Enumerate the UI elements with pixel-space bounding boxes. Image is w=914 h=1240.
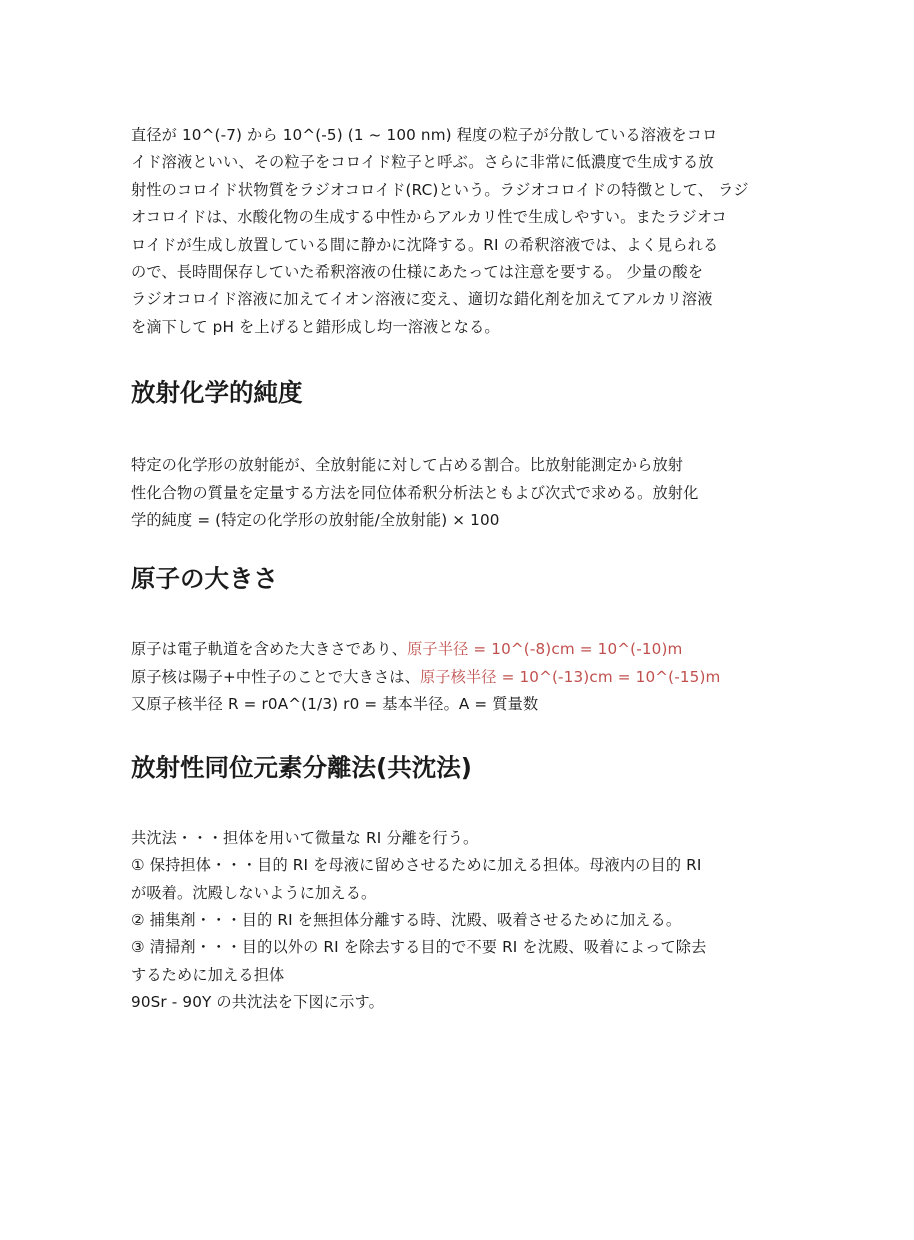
text-line: イド溶液といい、その粒子をコロイド粒子と呼ぶ。さらに非常に低濃度で生成する放	[131, 153, 714, 172]
atomic-radius-value: 原子半径 = 10^(-8)cm = 10^(-10)m	[407, 640, 683, 659]
text-line: するために加える担体	[131, 965, 285, 984]
text-line: ので、長時間保存していた希釈溶液の仕様にあたっては注意を要する。 少量の酸を	[131, 263, 704, 282]
nuclear-radius-value: 原子核半径 = 10^(-13)cm = 10^(-15)m	[419, 667, 721, 686]
text-line: 直径が 10^(-7) から 10^(-5) (1 ~ 100 nm) 程度の粒子が分散している溶液をコロ	[131, 126, 718, 144]
text-line: ② 捕集剤・・・目的 RI を無担体分離する時、沈殿、吸着させるために加える。	[131, 910, 682, 929]
nuclear-radius-formula: 又原子核半径 R = r0A^(1/3) r0 = 基本半径。A = 質量数	[131, 695, 539, 714]
text-line: ① 保持担体・・・目的 RI を母液に留めさせるために加える担体。母液内の目的 RI	[131, 856, 702, 875]
text-line: を滴下して pH を上げると錯形成し均一溶液となる。	[131, 317, 500, 336]
nuclear-radius-line	[131, 664, 791, 691]
text-line: 90Sr - 90Y の共沈法を下図に示す。	[131, 993, 384, 1012]
text-line: 性化合物の質量を定量する方法を同位体希釈分析法ともよび次式で求める。放射化	[131, 483, 699, 502]
atomic-radius-lead: 原子は電子軌道を含めた大きさであり、	[131, 640, 408, 659]
section-heading-radiochemical-purity: 放射化学的純度	[131, 378, 303, 408]
text-line: オコロイドは、水酸化物の生成する中性からアルカリ性で生成しやすい。またラジオコ	[131, 208, 727, 227]
text-line: 特定の化学形の放射能が、全放射能に対して占める割合。比放射能測定から放射	[131, 456, 684, 475]
text-line: 射性のコロイド状物質をラジオコロイド(RC)という。ラジオコロイドの特徴として、 ラジ	[131, 180, 749, 199]
text-line: ロイドが生成し放置している間に静かに沈降する。RI の希釈溶液では、よく見られる	[131, 235, 719, 254]
coprecipitation-paragraph	[131, 825, 791, 1017]
text-line: 共沈法・・・担体を用いて微量な RI 分離を行う。	[131, 828, 479, 847]
radiochemical-purity-paragraph	[131, 452, 791, 534]
document-page	[131, 122, 791, 1017]
section-heading-coprecipitation: 放射性同位元素分離法(共沈法)	[131, 752, 472, 782]
section-heading-atom-size: 原子の大きさ	[131, 564, 278, 594]
text-line: が吸着。沈殿しないように加える。	[131, 883, 377, 902]
nuclear-radius-lead: 原子核は陽子+中性子のことで大きさは、	[131, 667, 420, 686]
text-line: ラジオコロイド溶液に加えてイオン溶液に変え、適切な錯化剤を加えてアルカリ溶液	[131, 290, 713, 309]
atom-size-paragraph	[131, 636, 791, 718]
text-line: 学的純度 = (特定の化学形の放射能/全放射能) × 100	[131, 511, 500, 530]
intro-paragraph	[131, 122, 791, 341]
atomic-radius-line	[131, 636, 791, 663]
text-line: ③ 清掃剤・・・目的以外の RI を除去する目的で不要 RI を沈殿、吸着によって除去	[131, 938, 707, 957]
